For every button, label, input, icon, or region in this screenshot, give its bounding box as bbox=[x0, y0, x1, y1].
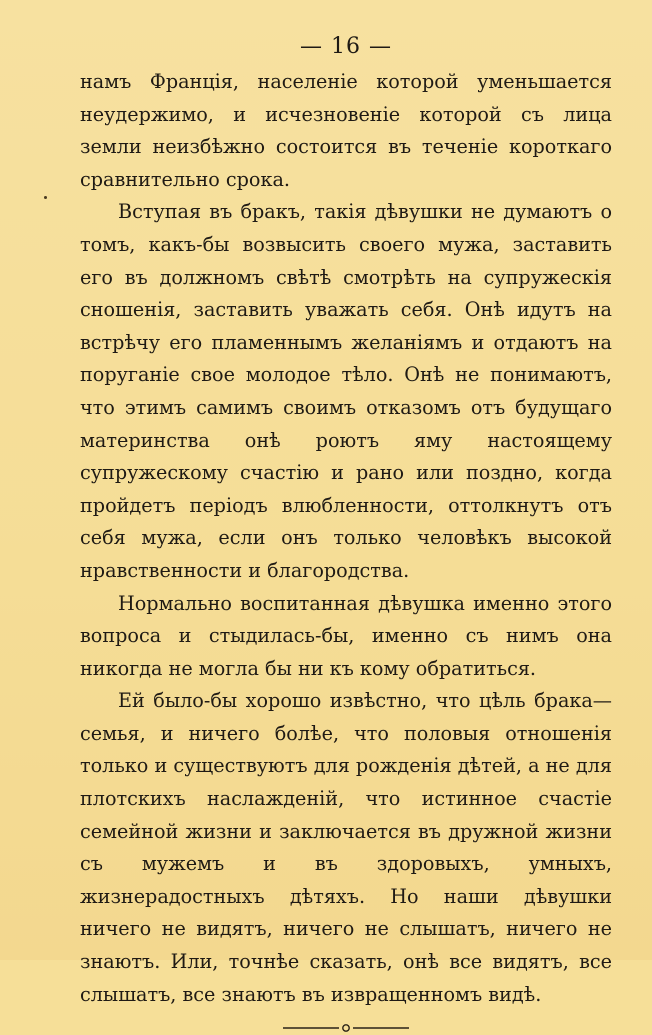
paragraph: Вступая въ бракъ, такія дѣвушки не думаютъ о томъ, какъ-бы возвысить своего мужа, заставить его въ должномъ свѣтѣ смотрѣть на супружескія сношенія, заставить уважать себя. Онѣ идутъ на встрѣчу его пламеннымъ желаніямъ и отдаютъ на поруганіе свое молодое тѣло. Онѣ не понимаютъ, что этимъ самимъ своимъ отказомъ отъ будущаго материнства онѣ роютъ яму настоящему супружескому счастію и рано или поздно, когда пройдетъ періодъ влюбленности, оттолкнутъ отъ себя мужа, если онъ только человѣкъ высокой нравственности и благородства. bbox=[80, 200, 612, 582]
paragraph: Нормально воспитанная дѣвушка именно этого вопроса и стыдилась-бы, именно съ нимъ она никогда не могла бы ни къ кому обратиться. bbox=[80, 591, 612, 680]
page-number: — 16 — bbox=[300, 34, 392, 59]
paper-speck bbox=[44, 196, 47, 199]
line-dot-divider-icon bbox=[281, 1021, 411, 1035]
paragraph: Ей было-бы хорошо извѣстно, что цѣль брака— семья, и ничего болѣе, что половыя отношенія только и существуютъ для рожденія дѣтей, а не для плотскихъ наслажденій, что истинное счастіе семейной жизни и заключается въ дружной жизни съ мужемъ и въ здоровыхъ, умныхъ, жизнерадостныхъ дѣтяхъ. Но наши дѣвушки ничего не видятъ, ничего не слышатъ, ничего не знаютъ. Или, точнѣе сказать, онѣ все видятъ, все слышатъ, все знаютъ въ извращенномъ видѣ. bbox=[80, 689, 612, 1006]
body-text bbox=[80, 66, 612, 1011]
paragraph-continuation: намъ Франція, населеніе которой уменьшается неудержимо, и исчезновеніе которой съ лица земли неизбѣжно состоится въ теченіе короткаго сравнительно срока. bbox=[80, 70, 612, 191]
